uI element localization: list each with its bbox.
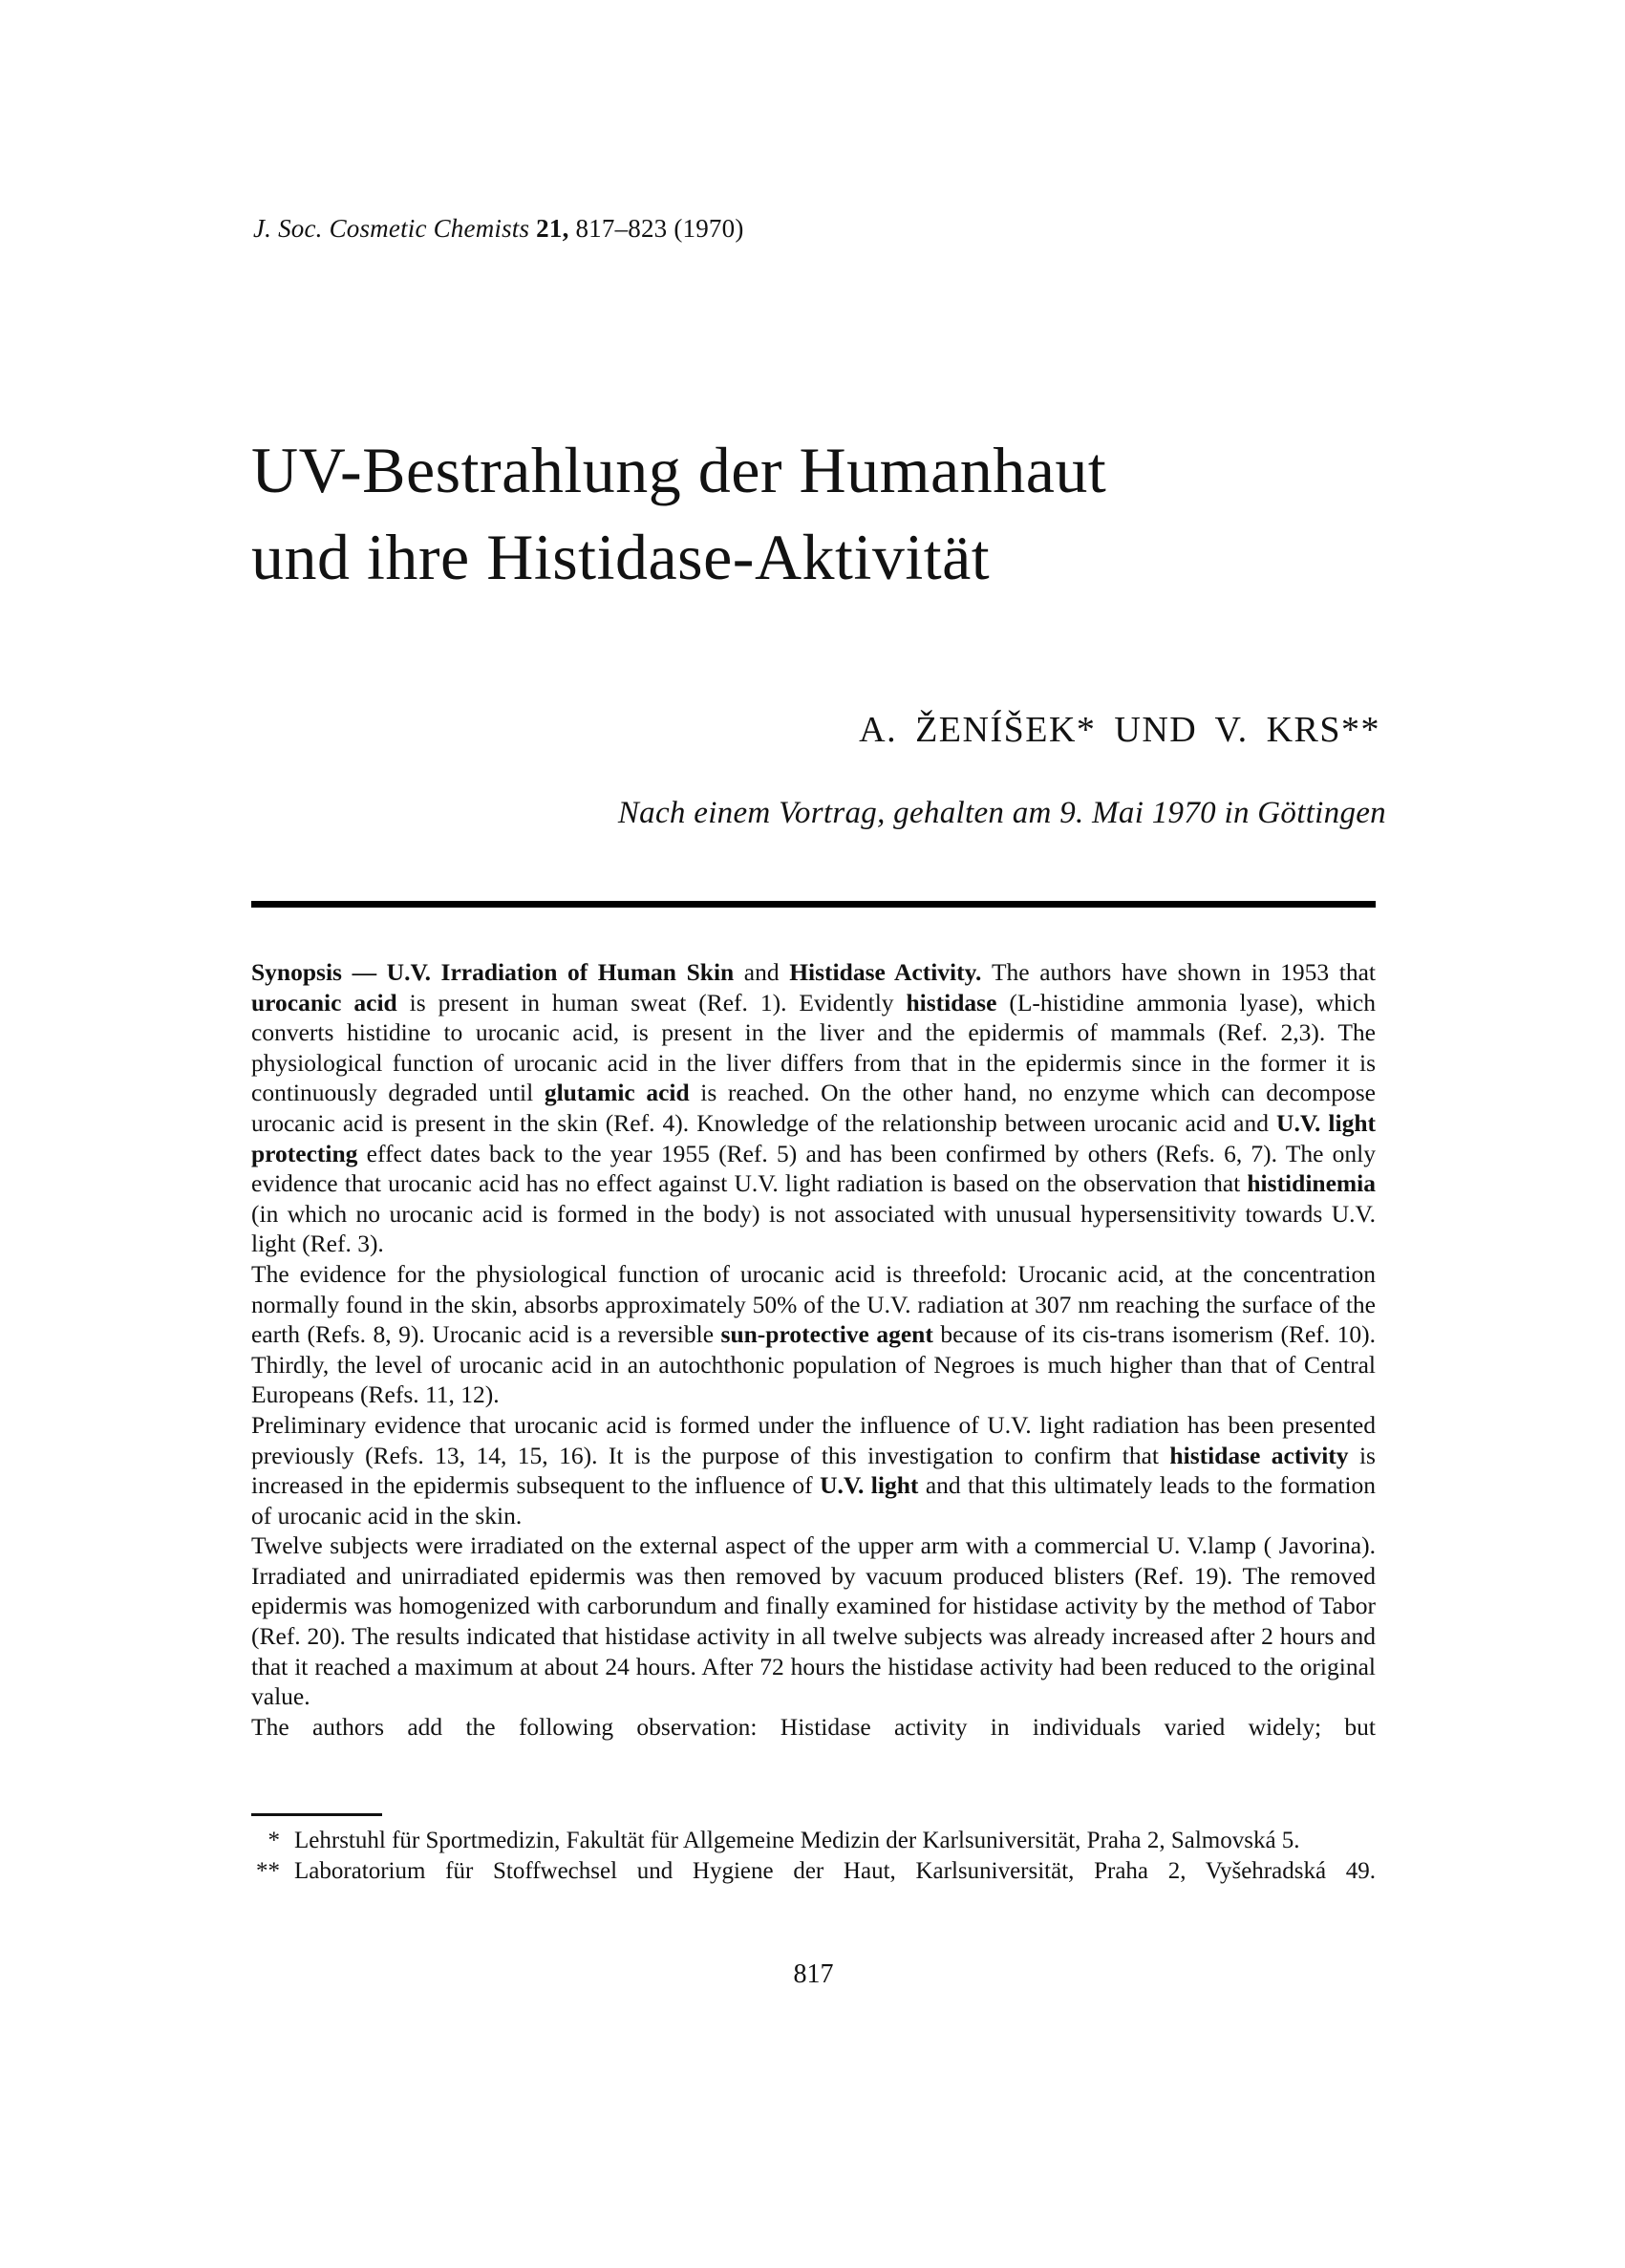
synopsis-paragraph-5: The authors add the following observation: Histidase activity in individuals varied widely; but — [251, 1712, 1376, 1741]
journal-reference — [253, 214, 744, 244]
footnote-2-text: Laboratorium für Stoffwechsel und Hygiene der Haut, Karlsuniversität, Praha 2, Vyšehradská 49. — [294, 1857, 1376, 1884]
footnote-rule — [251, 1813, 382, 1816]
lecture-note: Nach einem Vortrag, gehalten am 9. Mai 1970 in Göttingen — [617, 796, 1386, 830]
footnotes-section — [251, 1826, 1376, 1886]
synopsis-paragraph-3: Preliminary evidence that urocanic acid is formed under the influence of U.V. light radiation has been presented previously (Refs. 13, 14, 15, 16). It is the purpose of this investigation to confirm that histidase activity is increased in the epidermis subsequent to the influence of U.V. light and that this ultimately leads to the formation of urocanic acid in the skin. — [251, 1410, 1377, 1530]
header-rule — [251, 901, 1376, 908]
article-title-line1: UV-Bestrahlung der Humanhaut — [251, 434, 1107, 506]
footnote-2 — [251, 1856, 1376, 1887]
footnote-1 — [251, 1826, 1376, 1856]
footnote-2-marker: ** — [256, 1857, 280, 1884]
journal-name: J. Soc. Cosmetic Chemists — [253, 214, 530, 243]
article-title — [251, 427, 1106, 601]
synopsis-section — [251, 957, 1376, 1742]
synopsis-paragraph-4: Twelve subjects were irradiated on the external aspect of the upper arm with a commercial U. V.lamp ( Javorina). Irradiated and unirradiated epidermis was then removed by vacuum produced blisters (Ref. 19). The removed epidermis was homogenized with carborundum and finally examined for histidase activity by the method of Tabor (Ref. 20). The results indicated that histidase activity in all twelve subjects was already increased after 2 hours and that it reached a maximum at about 24 hours. After 72 hours the histidase activity had been reduced to the original value. — [251, 1531, 1376, 1711]
footnote-1-text: Lehrstuhl für Sportmedizin, Fakultät für Allgemeine Medizin der Karlsuniversität, Praha 2, Salmovská 5. — [294, 1828, 1300, 1853]
page-number: 817 — [793, 1959, 834, 1989]
authors-line: A. ŽENÍŠEK* UND V. KRS** — [859, 710, 1380, 750]
journal-volume: 21, — [536, 214, 569, 243]
journal-pages: 817–823 (1970) — [575, 214, 744, 243]
footnote-1-marker: * — [267, 1828, 280, 1853]
synopsis-paragraph-1: Synopsis — U.V. Irradiation of Human Skin and Histidase Activity. The authors have shown in 1953 that urocanic acid is present in human sweat (Ref. 1). Evidently histidase (L-histidine ammonia lyase), which converts histidine to urocanic acid, is present in the liver and the epidermis of mammals (Ref. 2,3). The physiological function of urocanic acid in the liver differs from that in the epidermis since in the former it is continuously degraded until glutamic acid is reached. On the other hand, no enzyme which can decompose urocanic acid is present in the skin (Ref. 4). Knowledge of the relationship between urocanic acid and U.V. light protecting effect dates back to the year 1955 (Ref. 5) and has been confirmed by others (Refs. 6, 7). The only evidence that urocanic acid has no effect against U.V. light radiation is based on the observation that histidinemia (in which no urocanic acid is formed in the body) is not associated with unusual hypersensitivity towards U.V. light (Ref. 3). — [251, 958, 1377, 1258]
article-title-line2: und ihre Histidase-Aktivität — [251, 521, 991, 593]
synopsis-paragraph-2: The evidence for the physiological function of urocanic acid is threefold: Urocanic acid, at the concentration normally found in the skin, absorbs approximately 50% of the U.V. radiation at 307 nm reaching the surface of the earth (Refs. 8, 9). Urocanic acid is a reversible sun-protective agent because of its cis-trans isomerism (Ref. 10). Thirdly, the level of urocanic acid in an autochthonic population of Negroes is much higher than that of Central Europeans (Refs. 11, 12). — [251, 1259, 1377, 1409]
